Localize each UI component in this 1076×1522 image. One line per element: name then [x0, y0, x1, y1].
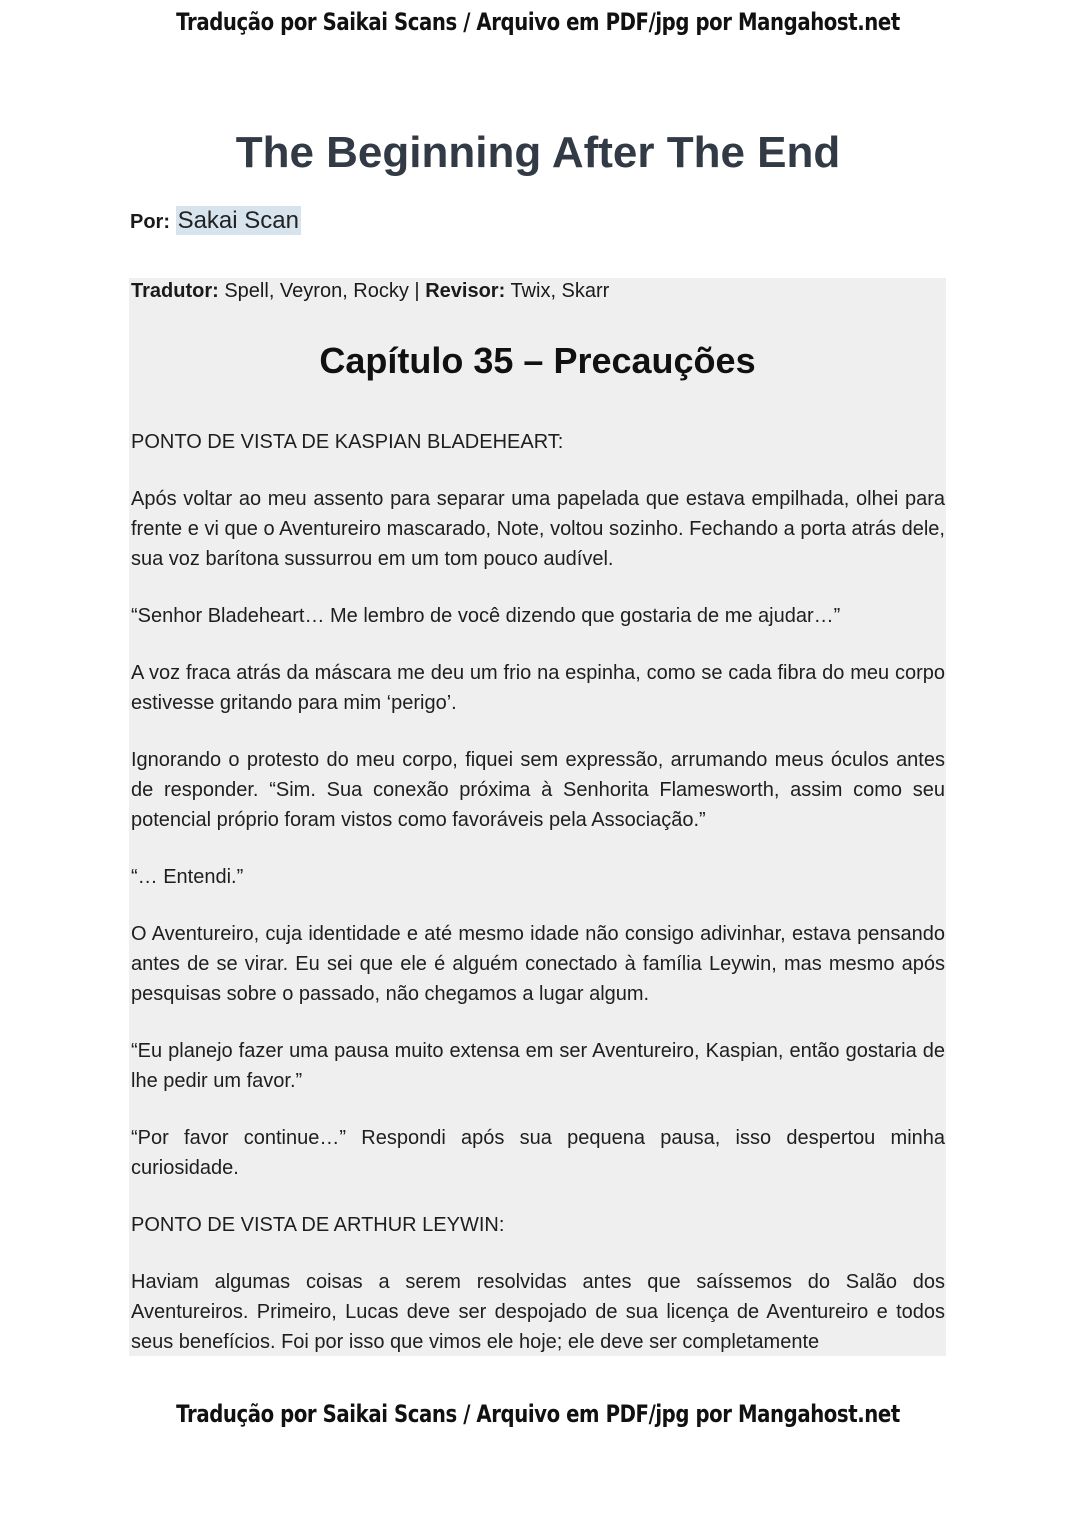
paragraph: A voz fraca atrás da máscara me deu um frio na espinha, como se cada fibra do meu corpo estivesse gritando para mim ‘perigo’. [131, 662, 945, 714]
author-line [130, 207, 301, 235]
watermark-bottom: Tradução por Saikai Scans / Arquivo em PDF/jpg por Mangahost.net [176, 1400, 900, 1428]
paragraph: Após voltar ao meu assento para separar uma papelada que estava empilhada, olhei para frente e vi que o Aventureiro mascarado, Note, voltou sozinho. Fechando a porta atrás dele, sua voz barítona sussurrou em um tom pouco audível. [131, 488, 945, 570]
reviewer-names: Twix, Skarr [510, 280, 610, 302]
watermark-top: Tradução por Saikai Scans / Arquivo em PDF/jpg por Mangahost.net [176, 8, 900, 36]
paragraph: O Aventureiro, cuja identidade e até mesmo idade não consigo adivinhar, estava pensando antes de se virar. Eu sei que ele é alguém conectado à família Leywin, mas mesmo após pesquisas sobre o passado, não chegamos a lugar algum. [131, 923, 945, 1005]
chapter-body [131, 427, 945, 1384]
paragraph: PONTO DE VISTA DE KASPIAN BLADEHEART: [131, 431, 564, 453]
reviewer-label: Revisor: [425, 280, 506, 302]
credits-line [131, 280, 609, 303]
paragraph: “Por favor continue…” Respondi após sua pequena pausa, isso despertou minha curiosidade. [131, 1127, 945, 1179]
paragraph: “… Entendi.” [131, 866, 244, 888]
chapter-title: Capítulo 35 – Precauções [319, 340, 756, 381]
paragraph: “Senhor Bladeheart… Me lembro de você dizendo que gostaria de me ajudar…” [131, 605, 841, 627]
translator-label: Tradutor: [131, 280, 219, 302]
author-label: Por: [130, 211, 170, 233]
author-name: Sakai Scan [177, 207, 299, 234]
document-title: The Beginning After The End [235, 128, 841, 177]
paragraph: Haviam algumas coisas a serem resolvidas antes que saíssemos do Salão dos Aventureiros. Primeiro, Lucas deve ser despojado de sua licença de Aventureiro e todos seus benefícios. Foi por isso que vimos ele hoje; ele deve ser completamente [131, 1271, 945, 1353]
paragraph: Ignorando o protesto do meu corpo, fiquei sem expressão, arrumando meus óculos antes de responder. “Sim. Sua conexão próxima à Senhorita Flamesworth, assim como seu potencial próprio foram vistos como favoráveis pela Associação.” [131, 749, 945, 831]
paragraph: PONTO DE VISTA DE ARTHUR LEYWIN: [131, 1214, 505, 1236]
translator-names: Spell, Veyron, Rocky | [224, 280, 420, 302]
paragraph: “Eu planejo fazer uma pausa muito extensa em ser Aventureiro, Kaspian, então gostaria de lhe pedir um favor.” [131, 1040, 945, 1092]
